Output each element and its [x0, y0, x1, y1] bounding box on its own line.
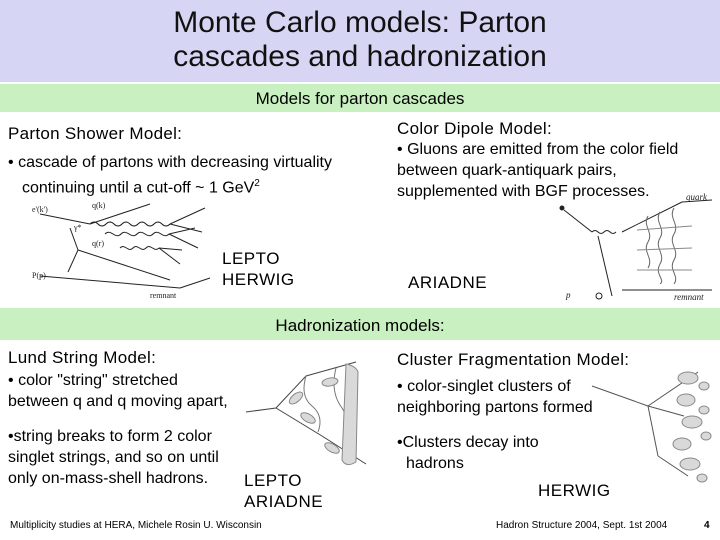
program-herwig: HERWIG — [222, 270, 295, 289]
cluster-b2-line-1: Clusters decay into — [402, 434, 539, 451]
dipole-line-3: supplemented with BGF processes. — [397, 183, 650, 200]
shower-line-2: continuing until a cut-off ~ 1 GeV — [22, 179, 255, 197]
bullet-dot: • — [397, 141, 403, 158]
svg-text:P(p): P(p) — [32, 271, 46, 280]
dipole-line-2: between quark-antiquark pairs, — [397, 162, 617, 179]
dipole-quark-label: quark — [686, 192, 707, 202]
parton-shower-programs — [222, 248, 295, 290]
bullet-dot: • — [397, 378, 403, 395]
cluster-fragmentation-title: Cluster Fragmentation Model: — [397, 350, 630, 369]
bullet-dot: • — [397, 434, 403, 451]
parton-shower-title: Parton Shower Model: — [8, 124, 183, 143]
footer-right: Hadron Structure 2004, Sept. 1st 2004 — [496, 520, 668, 531]
lund-b1-line-2: between q and q moving apart, — [8, 393, 228, 410]
parton-shower-diagram — [30, 188, 220, 300]
parton-section-heading: Models for parton cascades — [255, 89, 465, 108]
shower-line-1: cascade of partons with decreasing virtuality — [18, 154, 332, 171]
cluster-b1-line-2: neighboring partons formed — [397, 399, 593, 416]
slide-title — [0, 6, 720, 74]
program-lepto-lund: LEPTO — [244, 471, 302, 490]
dipole-p-label: p — [566, 290, 571, 300]
color-dipole-title: Color Dipole Model: — [397, 119, 552, 138]
lund-b2-line-2: singlet strings, and so on until — [8, 449, 219, 466]
program-ariadne-dipole: ARIADNE — [408, 273, 488, 292]
color-dipole-diagram — [552, 192, 717, 304]
program-ariadne-lund: ARIADNE — [244, 492, 324, 511]
footer-left: Multiplicity studies at HERA, Michele Rosin U. Wisconsin — [10, 520, 262, 531]
lund-b2-line-3: only on-mass-shell hadrons. — [8, 470, 209, 487]
lund-string-diagram — [236, 352, 386, 482]
lund-b1-line-1: color "string" stretched — [18, 372, 178, 389]
program-herwig-cluster: HERWIG — [538, 481, 611, 500]
svg-text:e'(k'): e'(k') — [32, 205, 48, 214]
hadronization-section-heading: Hadronization models: — [275, 316, 445, 335]
bullet-dot: • — [8, 372, 14, 389]
dipole-remnant-label: remnant — [674, 292, 704, 302]
shower-sup: 2 — [254, 178, 260, 189]
bullet-dot: • — [8, 428, 14, 445]
svg-text:q(r): q(r) — [92, 239, 104, 248]
svg-text:γ*: γ* — [74, 223, 82, 232]
svg-text:q(k): q(k) — [92, 201, 106, 210]
cluster-b1-line-1: color-singlet clusters of — [407, 378, 571, 395]
lund-b2-line-1: string breaks to form 2 color — [13, 428, 212, 445]
dipole-line-1: Gluons are emitted from the color field — [407, 141, 679, 158]
title-line-1: Monte Carlo models: Parton — [173, 6, 547, 39]
cluster-diagram — [588, 366, 713, 486]
svg-text:remnant: remnant — [150, 291, 177, 300]
lund-programs — [244, 470, 323, 512]
program-lepto: LEPTO — [222, 249, 280, 268]
lund-string-title: Lund String Model: — [8, 348, 157, 367]
page-number: 4 — [704, 520, 710, 531]
cluster-b2-line-2: hadrons — [406, 455, 464, 472]
title-line-2: cascades and hadronization — [173, 40, 547, 73]
bullet-dot: • — [8, 154, 14, 171]
